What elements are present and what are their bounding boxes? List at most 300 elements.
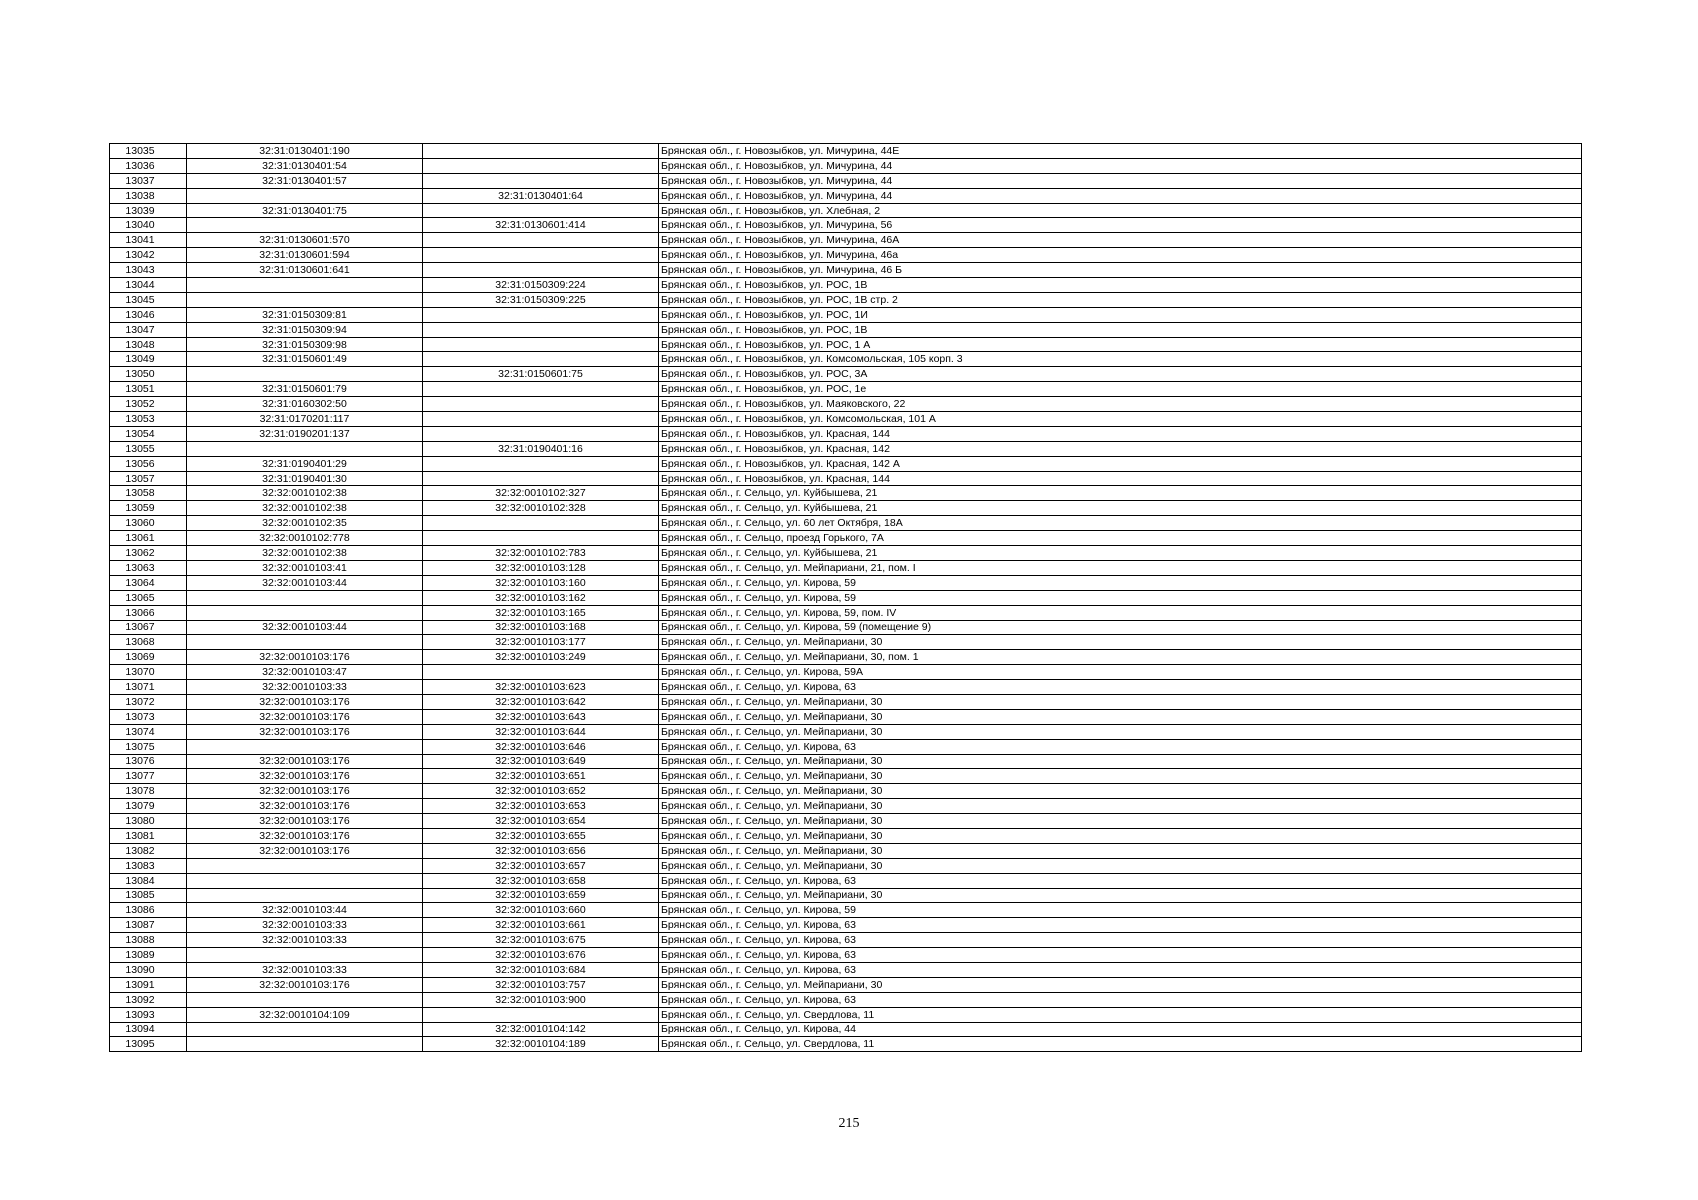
- land-cadastral-number-cell: 32:32:0010103:44: [187, 575, 423, 590]
- row-number-cell: 13061: [110, 531, 187, 546]
- land-cadastral-number-cell: 32:32:0010103:176: [187, 724, 423, 739]
- land-cadastral-number-cell: 32:32:0010103:176: [187, 769, 423, 784]
- address-cell: Брянская обл., г. Сельцо, ул. Мейпариани, 30: [659, 843, 1582, 858]
- land-cadastral-number-cell: 32:31:0130601:641: [187, 263, 423, 278]
- row-number-cell: 13084: [110, 873, 187, 888]
- address-cell: Брянская обл., г. Новозыбков, ул. Хлебная, 2: [659, 203, 1582, 218]
- building-cadastral-number-cell: [423, 144, 659, 159]
- row-number-cell: 13080: [110, 814, 187, 829]
- address-cell: Брянская обл., г. Новозыбков, ул. Красная, 144: [659, 426, 1582, 441]
- address-cell: Брянская обл., г. Сельцо, ул. Свердлова, 11: [659, 1007, 1582, 1022]
- land-cadastral-number-cell: 32:31:0150309:94: [187, 322, 423, 337]
- table-row: [110, 263, 1582, 278]
- row-number-cell: 13083: [110, 858, 187, 873]
- address-cell: Брянская обл., г. Новозыбков, ул. Мичурина, 46а: [659, 248, 1582, 263]
- address-cell: Брянская обл., г. Новозыбков, ул. РОС, 1И: [659, 307, 1582, 322]
- address-cell: Брянская обл., г. Сельцо, ул. Кирова, 59, пом. IV: [659, 605, 1582, 620]
- address-cell: Брянская обл., г. Сельцо, ул. Кирова, 63: [659, 962, 1582, 977]
- address-cell: Брянская обл., г. Новозыбков, ул. Комсомольская, 105 корп. 3: [659, 352, 1582, 367]
- row-number-cell: 13091: [110, 977, 187, 992]
- address-cell: Брянская обл., г. Сельцо, ул. Мейпариани, 30: [659, 635, 1582, 650]
- address-cell: Брянская обл., г. Сельцо, ул. Мейпариани, 21, пом. I: [659, 560, 1582, 575]
- row-number-cell: 13046: [110, 307, 187, 322]
- table-row: [110, 873, 1582, 888]
- row-number-cell: 13042: [110, 248, 187, 263]
- table-row: [110, 724, 1582, 739]
- building-cadastral-number-cell: 32:32:0010103:675: [423, 933, 659, 948]
- address-cell: Брянская обл., г. Сельцо, ул. Мейпариани, 30: [659, 888, 1582, 903]
- address-cell: Брянская обл., г. Новозыбков, ул. Маяковского, 22: [659, 397, 1582, 412]
- land-cadastral-number-cell: [187, 292, 423, 307]
- table-row: [110, 322, 1582, 337]
- building-cadastral-number-cell: 32:32:0010103:652: [423, 784, 659, 799]
- building-cadastral-number-cell: 32:32:0010103:646: [423, 739, 659, 754]
- land-cadastral-number-cell: [187, 218, 423, 233]
- address-cell: Брянская обл., г. Новозыбков, ул. Мичурина, 44: [659, 188, 1582, 203]
- table-row: [110, 501, 1582, 516]
- building-cadastral-number-cell: 32:31:0130601:414: [423, 218, 659, 233]
- row-number-cell: 13074: [110, 724, 187, 739]
- building-cadastral-number-cell: [423, 1007, 659, 1022]
- row-number-cell: 13057: [110, 471, 187, 486]
- row-number-cell: 13075: [110, 739, 187, 754]
- table-row: [110, 397, 1582, 412]
- building-cadastral-number-cell: 32:32:0010103:128: [423, 560, 659, 575]
- row-number-cell: 13055: [110, 441, 187, 456]
- address-cell: Брянская обл., г. Новозыбков, ул. РОС, 1е: [659, 382, 1582, 397]
- address-cell: Брянская обл., г. Сельцо, ул. Мейпариани, 30: [659, 769, 1582, 784]
- address-cell: Брянская обл., г. Сельцо, ул. 60 лет Октября, 18А: [659, 516, 1582, 531]
- table-row: [110, 799, 1582, 814]
- land-cadastral-number-cell: 32:31:0130601:570: [187, 233, 423, 248]
- table-row: [110, 456, 1582, 471]
- page-number: 215: [838, 1116, 860, 1131]
- building-cadastral-number-cell: 32:32:0010103:654: [423, 814, 659, 829]
- address-cell: Брянская обл., г. Сельцо, ул. Мейпариани, 30, пом. 1: [659, 650, 1582, 665]
- row-number-cell: 13071: [110, 680, 187, 695]
- row-number-cell: 13043: [110, 263, 187, 278]
- address-cell: Брянская обл., г. Новозыбков, ул. Красная, 142: [659, 441, 1582, 456]
- row-number-cell: 13087: [110, 918, 187, 933]
- row-number-cell: 13072: [110, 694, 187, 709]
- row-number-cell: 13063: [110, 560, 187, 575]
- land-cadastral-number-cell: 32:32:0010103:176: [187, 754, 423, 769]
- table-row: [110, 650, 1582, 665]
- building-cadastral-number-cell: [423, 263, 659, 278]
- building-cadastral-number-cell: 32:31:0150309:225: [423, 292, 659, 307]
- row-number-cell: 13088: [110, 933, 187, 948]
- address-cell: Брянская обл., г. Новозыбков, ул. Красная, 144: [659, 471, 1582, 486]
- building-cadastral-number-cell: 32:32:0010102:328: [423, 501, 659, 516]
- land-cadastral-number-cell: 32:32:0010102:778: [187, 531, 423, 546]
- row-number-cell: 13035: [110, 144, 187, 159]
- building-cadastral-number-cell: [423, 173, 659, 188]
- building-cadastral-number-cell: 32:32:0010103:658: [423, 873, 659, 888]
- table-row: [110, 1007, 1582, 1022]
- land-cadastral-number-cell: [187, 188, 423, 203]
- row-number-cell: 13094: [110, 1022, 187, 1037]
- table-row: [110, 426, 1582, 441]
- building-cadastral-number-cell: 32:32:0010103:900: [423, 992, 659, 1007]
- address-cell: Брянская обл., г. Сельцо, ул. Мейпариани, 30: [659, 977, 1582, 992]
- row-number-cell: 13047: [110, 322, 187, 337]
- row-number-cell: 13040: [110, 218, 187, 233]
- land-cadastral-number-cell: 32:31:0150309:98: [187, 337, 423, 352]
- building-cadastral-number-cell: 32:32:0010104:189: [423, 1037, 659, 1052]
- table-row: [110, 441, 1582, 456]
- row-number-cell: 13069: [110, 650, 187, 665]
- land-cadastral-number-cell: 32:31:0130401:54: [187, 158, 423, 173]
- land-cadastral-number-cell: [187, 367, 423, 382]
- land-cadastral-number-cell: 32:32:0010102:38: [187, 486, 423, 501]
- table-row: [110, 828, 1582, 843]
- address-cell: Брянская обл., г. Сельцо, ул. Куйбышева, 21: [659, 546, 1582, 561]
- address-cell: Брянская обл., г. Новозыбков, ул. Мичурина, 44: [659, 173, 1582, 188]
- row-number-cell: 13086: [110, 903, 187, 918]
- table-row: [110, 292, 1582, 307]
- row-number-cell: 13077: [110, 769, 187, 784]
- table-row: [110, 575, 1582, 590]
- row-number-cell: 13068: [110, 635, 187, 650]
- table-row: [110, 144, 1582, 159]
- table-row: [110, 814, 1582, 829]
- building-cadastral-number-cell: 32:32:0010103:160: [423, 575, 659, 590]
- building-cadastral-number-cell: [423, 233, 659, 248]
- land-cadastral-number-cell: 32:32:0010103:176: [187, 814, 423, 829]
- land-cadastral-number-cell: [187, 278, 423, 293]
- land-cadastral-number-cell: 32:32:0010103:41: [187, 560, 423, 575]
- building-cadastral-number-cell: 32:32:0010103:644: [423, 724, 659, 739]
- table-row: [110, 992, 1582, 1007]
- building-cadastral-number-cell: 32:32:0010103:623: [423, 680, 659, 695]
- address-cell: Брянская обл., г. Сельцо, ул. Мейпариани, 30: [659, 754, 1582, 769]
- building-cadastral-number-cell: [423, 412, 659, 427]
- table-row: [110, 486, 1582, 501]
- building-cadastral-number-cell: 32:32:0010103:676: [423, 948, 659, 963]
- address-cell: Брянская обл., г. Сельцо, проезд Горького, 7А: [659, 531, 1582, 546]
- address-cell: Брянская обл., г. Сельцо, ул. Кирова, 63: [659, 873, 1582, 888]
- land-cadastral-number-cell: 32:31:0130401:57: [187, 173, 423, 188]
- row-number-cell: 13059: [110, 501, 187, 516]
- address-cell: Брянская обл., г. Новозыбков, ул. РОС, 1В: [659, 322, 1582, 337]
- land-cadastral-number-cell: [187, 948, 423, 963]
- building-cadastral-number-cell: 32:31:0150309:224: [423, 278, 659, 293]
- address-cell: Брянская обл., г. Сельцо, ул. Мейпариани, 30: [659, 799, 1582, 814]
- row-number-cell: 13073: [110, 709, 187, 724]
- table-row: [110, 382, 1582, 397]
- land-cadastral-number-cell: 32:32:0010103:33: [187, 680, 423, 695]
- table-row: [110, 948, 1582, 963]
- land-cadastral-number-cell: [187, 1022, 423, 1037]
- building-cadastral-number-cell: [423, 665, 659, 680]
- building-cadastral-number-cell: 32:32:0010103:643: [423, 709, 659, 724]
- address-cell: Брянская обл., г. Сельцо, ул. Мейпариани, 30: [659, 828, 1582, 843]
- building-cadastral-number-cell: [423, 322, 659, 337]
- table-row: [110, 352, 1582, 367]
- land-cadastral-number-cell: 32:32:0010103:176: [187, 828, 423, 843]
- land-cadastral-number-cell: 32:31:0160302:50: [187, 397, 423, 412]
- building-cadastral-number-cell: 32:32:0010103:162: [423, 590, 659, 605]
- building-cadastral-number-cell: [423, 516, 659, 531]
- address-cell: Брянская обл., г. Сельцо, ул. Кирова, 59А: [659, 665, 1582, 680]
- land-cadastral-number-cell: 32:32:0010102:35: [187, 516, 423, 531]
- land-cadastral-number-cell: [187, 888, 423, 903]
- land-cadastral-number-cell: 32:32:0010103:176: [187, 977, 423, 992]
- table-row: [110, 962, 1582, 977]
- address-cell: Брянская обл., г. Сельцо, ул. Кирова, 59: [659, 590, 1582, 605]
- table-row: [110, 903, 1582, 918]
- building-cadastral-number-cell: [423, 382, 659, 397]
- property-table-wrapper: [109, 143, 1581, 1052]
- table-row: [110, 203, 1582, 218]
- property-table: [109, 143, 1582, 1052]
- address-cell: Брянская обл., г. Новозыбков, ул. Комсомольская, 101 А: [659, 412, 1582, 427]
- land-cadastral-number-cell: 32:32:0010103:176: [187, 843, 423, 858]
- address-cell: Брянская обл., г. Сельцо, ул. Мейпариани, 30: [659, 724, 1582, 739]
- table-row: [110, 307, 1582, 322]
- address-cell: Брянская обл., г. Сельцо, ул. Свердлова, 11: [659, 1037, 1582, 1052]
- table-row: [110, 665, 1582, 680]
- address-cell: Брянская обл., г. Сельцо, ул. Куйбышева, 21: [659, 501, 1582, 516]
- table-row: [110, 233, 1582, 248]
- building-cadastral-number-cell: [423, 352, 659, 367]
- building-cadastral-number-cell: 32:32:0010103:649: [423, 754, 659, 769]
- row-number-cell: 13078: [110, 784, 187, 799]
- row-number-cell: 13082: [110, 843, 187, 858]
- row-number-cell: 13062: [110, 546, 187, 561]
- address-cell: Брянская обл., г. Новозыбков, ул. РОС, 1В стр. 2: [659, 292, 1582, 307]
- table-row: [110, 471, 1582, 486]
- row-number-cell: 13090: [110, 962, 187, 977]
- row-number-cell: 13065: [110, 590, 187, 605]
- table-row: [110, 188, 1582, 203]
- table-row: [110, 248, 1582, 263]
- building-cadastral-number-cell: [423, 456, 659, 471]
- building-cadastral-number-cell: 32:32:0010103:165: [423, 605, 659, 620]
- address-cell: Брянская обл., г. Новозыбков, ул. Мичурина, 56: [659, 218, 1582, 233]
- building-cadastral-number-cell: 32:32:0010103:651: [423, 769, 659, 784]
- address-cell: Брянская обл., г. Сельцо, ул. Кирова, 63: [659, 992, 1582, 1007]
- row-number-cell: 13079: [110, 799, 187, 814]
- land-cadastral-number-cell: 32:31:0150601:49: [187, 352, 423, 367]
- address-cell: Брянская обл., г. Сельцо, ул. Мейпариани, 30: [659, 858, 1582, 873]
- table-row: [110, 680, 1582, 695]
- land-cadastral-number-cell: 32:32:0010103:176: [187, 650, 423, 665]
- table-row: [110, 546, 1582, 561]
- table-row: [110, 1022, 1582, 1037]
- row-number-cell: 13076: [110, 754, 187, 769]
- building-cadastral-number-cell: 32:32:0010103:660: [423, 903, 659, 918]
- table-row: [110, 784, 1582, 799]
- table-row: [110, 531, 1582, 546]
- table-row: [110, 278, 1582, 293]
- address-cell: Брянская обл., г. Новозыбков, ул. Мичурина, 44: [659, 158, 1582, 173]
- address-cell: Брянская обл., г. Сельцо, ул. Мейпариани, 30: [659, 784, 1582, 799]
- building-cadastral-number-cell: 32:32:0010103:653: [423, 799, 659, 814]
- row-number-cell: 13051: [110, 382, 187, 397]
- table-row: [110, 694, 1582, 709]
- building-cadastral-number-cell: 32:32:0010103:249: [423, 650, 659, 665]
- building-cadastral-number-cell: 32:32:0010102:783: [423, 546, 659, 561]
- building-cadastral-number-cell: 32:32:0010103:659: [423, 888, 659, 903]
- land-cadastral-number-cell: 32:32:0010103:176: [187, 694, 423, 709]
- land-cadastral-number-cell: 32:32:0010102:38: [187, 546, 423, 561]
- address-cell: Брянская обл., г. Сельцо, ул. Кирова, 63: [659, 739, 1582, 754]
- land-cadastral-number-cell: 32:31:0130401:75: [187, 203, 423, 218]
- land-cadastral-number-cell: 32:31:0130601:594: [187, 248, 423, 263]
- land-cadastral-number-cell: [187, 858, 423, 873]
- land-cadastral-number-cell: 32:32:0010103:44: [187, 620, 423, 635]
- address-cell: Брянская обл., г. Сельцо, ул. Кирова, 63: [659, 918, 1582, 933]
- table-row: [110, 590, 1582, 605]
- building-cadastral-number-cell: [423, 471, 659, 486]
- address-cell: Брянская обл., г. Сельцо, ул. Кирова, 44: [659, 1022, 1582, 1037]
- row-number-cell: 13038: [110, 188, 187, 203]
- building-cadastral-number-cell: [423, 337, 659, 352]
- land-cadastral-number-cell: 32:32:0010103:176: [187, 799, 423, 814]
- table-row: [110, 918, 1582, 933]
- address-cell: Брянская обл., г. Сельцо, ул. Кирова, 59: [659, 903, 1582, 918]
- land-cadastral-number-cell: [187, 441, 423, 456]
- land-cadastral-number-cell: 32:32:0010103:44: [187, 903, 423, 918]
- land-cadastral-number-cell: 32:31:0190401:29: [187, 456, 423, 471]
- address-cell: Брянская обл., г. Новозыбков, ул. Мичурина, 46А: [659, 233, 1582, 248]
- row-number-cell: 13056: [110, 456, 187, 471]
- row-number-cell: 13058: [110, 486, 187, 501]
- row-number-cell: 13037: [110, 173, 187, 188]
- row-number-cell: 13049: [110, 352, 187, 367]
- land-cadastral-number-cell: 32:31:0190401:30: [187, 471, 423, 486]
- land-cadastral-number-cell: 32:32:0010104:109: [187, 1007, 423, 1022]
- address-cell: Брянская обл., г. Новозыбков, ул. РОС, 1В: [659, 278, 1582, 293]
- land-cadastral-number-cell: 32:32:0010103:176: [187, 709, 423, 724]
- row-number-cell: 13081: [110, 828, 187, 843]
- address-cell: Брянская обл., г. Новозыбков, ул. Мичурина, 44Е: [659, 144, 1582, 159]
- row-number-cell: 13067: [110, 620, 187, 635]
- building-cadastral-number-cell: 32:32:0010103:661: [423, 918, 659, 933]
- building-cadastral-number-cell: 32:31:0130401:64: [423, 188, 659, 203]
- building-cadastral-number-cell: 32:32:0010103:757: [423, 977, 659, 992]
- row-number-cell: 13048: [110, 337, 187, 352]
- row-number-cell: 13060: [110, 516, 187, 531]
- land-cadastral-number-cell: 32:31:0170201:117: [187, 412, 423, 427]
- address-cell: Брянская обл., г. Сельцо, ул. Кирова, 63: [659, 948, 1582, 963]
- building-cadastral-number-cell: [423, 397, 659, 412]
- table-row: [110, 754, 1582, 769]
- table-row: [110, 769, 1582, 784]
- address-cell: Брянская обл., г. Сельцо, ул. Кирова, 63: [659, 933, 1582, 948]
- building-cadastral-number-cell: [423, 426, 659, 441]
- table-row: [110, 635, 1582, 650]
- address-cell: Брянская обл., г. Новозыбков, ул. Мичурина, 46 Б: [659, 263, 1582, 278]
- land-cadastral-number-cell: [187, 873, 423, 888]
- land-cadastral-number-cell: [187, 635, 423, 650]
- building-cadastral-number-cell: 32:32:0010103:177: [423, 635, 659, 650]
- table-row: [110, 888, 1582, 903]
- table-row: [110, 560, 1582, 575]
- row-number-cell: 13050: [110, 367, 187, 382]
- address-cell: Брянская обл., г. Новозыбков, ул. Красная, 142 А: [659, 456, 1582, 471]
- row-number-cell: 13095: [110, 1037, 187, 1052]
- table-row: [110, 709, 1582, 724]
- land-cadastral-number-cell: 32:31:0130401:190: [187, 144, 423, 159]
- row-number-cell: 13052: [110, 397, 187, 412]
- table-row: [110, 605, 1582, 620]
- building-cadastral-number-cell: 32:31:0150601:75: [423, 367, 659, 382]
- table-row: [110, 977, 1582, 992]
- land-cadastral-number-cell: [187, 739, 423, 754]
- address-cell: Брянская обл., г. Новозыбков, ул. РОС, 3А: [659, 367, 1582, 382]
- row-number-cell: 13070: [110, 665, 187, 680]
- building-cadastral-number-cell: 32:32:0010103:655: [423, 828, 659, 843]
- land-cadastral-number-cell: 32:32:0010103:176: [187, 784, 423, 799]
- land-cadastral-number-cell: 32:32:0010103:33: [187, 962, 423, 977]
- building-cadastral-number-cell: [423, 203, 659, 218]
- building-cadastral-number-cell: [423, 307, 659, 322]
- table-row: [110, 337, 1582, 352]
- building-cadastral-number-cell: [423, 158, 659, 173]
- building-cadastral-number-cell: 32:32:0010103:684: [423, 962, 659, 977]
- row-number-cell: 13054: [110, 426, 187, 441]
- row-number-cell: 13044: [110, 278, 187, 293]
- building-cadastral-number-cell: 32:32:0010102:327: [423, 486, 659, 501]
- address-cell: Брянская обл., г. Сельцо, ул. Мейпариани, 30: [659, 694, 1582, 709]
- row-number-cell: 13093: [110, 1007, 187, 1022]
- land-cadastral-number-cell: [187, 1037, 423, 1052]
- building-cadastral-number-cell: 32:32:0010103:642: [423, 694, 659, 709]
- row-number-cell: 13053: [110, 412, 187, 427]
- address-cell: Брянская обл., г. Сельцо, ул. Мейпариани, 30: [659, 709, 1582, 724]
- table-row: [110, 933, 1582, 948]
- table-row: [110, 843, 1582, 858]
- table-row: [110, 173, 1582, 188]
- row-number-cell: 13036: [110, 158, 187, 173]
- table-row: [110, 367, 1582, 382]
- land-cadastral-number-cell: 32:32:0010103:47: [187, 665, 423, 680]
- land-cadastral-number-cell: 32:32:0010103:33: [187, 933, 423, 948]
- table-row: [110, 412, 1582, 427]
- row-number-cell: 13064: [110, 575, 187, 590]
- land-cadastral-number-cell: 32:31:0190201:137: [187, 426, 423, 441]
- land-cadastral-number-cell: 32:31:0150309:81: [187, 307, 423, 322]
- table-row: [110, 858, 1582, 873]
- table-row: [110, 218, 1582, 233]
- row-number-cell: 13092: [110, 992, 187, 1007]
- address-cell: Брянская обл., г. Новозыбков, ул. РОС, 1 А: [659, 337, 1582, 352]
- land-cadastral-number-cell: [187, 590, 423, 605]
- address-cell: Брянская обл., г. Сельцо, ул. Кирова, 59 (помещение 9): [659, 620, 1582, 635]
- address-cell: Брянская обл., г. Сельцо, ул. Мейпариани, 30: [659, 814, 1582, 829]
- building-cadastral-number-cell: 32:31:0190401:16: [423, 441, 659, 456]
- land-cadastral-number-cell: 32:31:0150601:79: [187, 382, 423, 397]
- address-cell: Брянская обл., г. Сельцо, ул. Куйбышева, 21: [659, 486, 1582, 501]
- address-cell: Брянская обл., г. Сельцо, ул. Кирова, 63: [659, 680, 1582, 695]
- land-cadastral-number-cell: [187, 605, 423, 620]
- table-body: [110, 144, 1582, 1052]
- row-number-cell: 13066: [110, 605, 187, 620]
- land-cadastral-number-cell: 32:32:0010103:33: [187, 918, 423, 933]
- building-cadastral-number-cell: [423, 531, 659, 546]
- building-cadastral-number-cell: 32:32:0010103:656: [423, 843, 659, 858]
- row-number-cell: 13085: [110, 888, 187, 903]
- row-number-cell: 13039: [110, 203, 187, 218]
- row-number-cell: 13041: [110, 233, 187, 248]
- land-cadastral-number-cell: [187, 992, 423, 1007]
- building-cadastral-number-cell: [423, 248, 659, 263]
- land-cadastral-number-cell: 32:32:0010102:38: [187, 501, 423, 516]
- table-row: [110, 620, 1582, 635]
- building-cadastral-number-cell: 32:32:0010104:142: [423, 1022, 659, 1037]
